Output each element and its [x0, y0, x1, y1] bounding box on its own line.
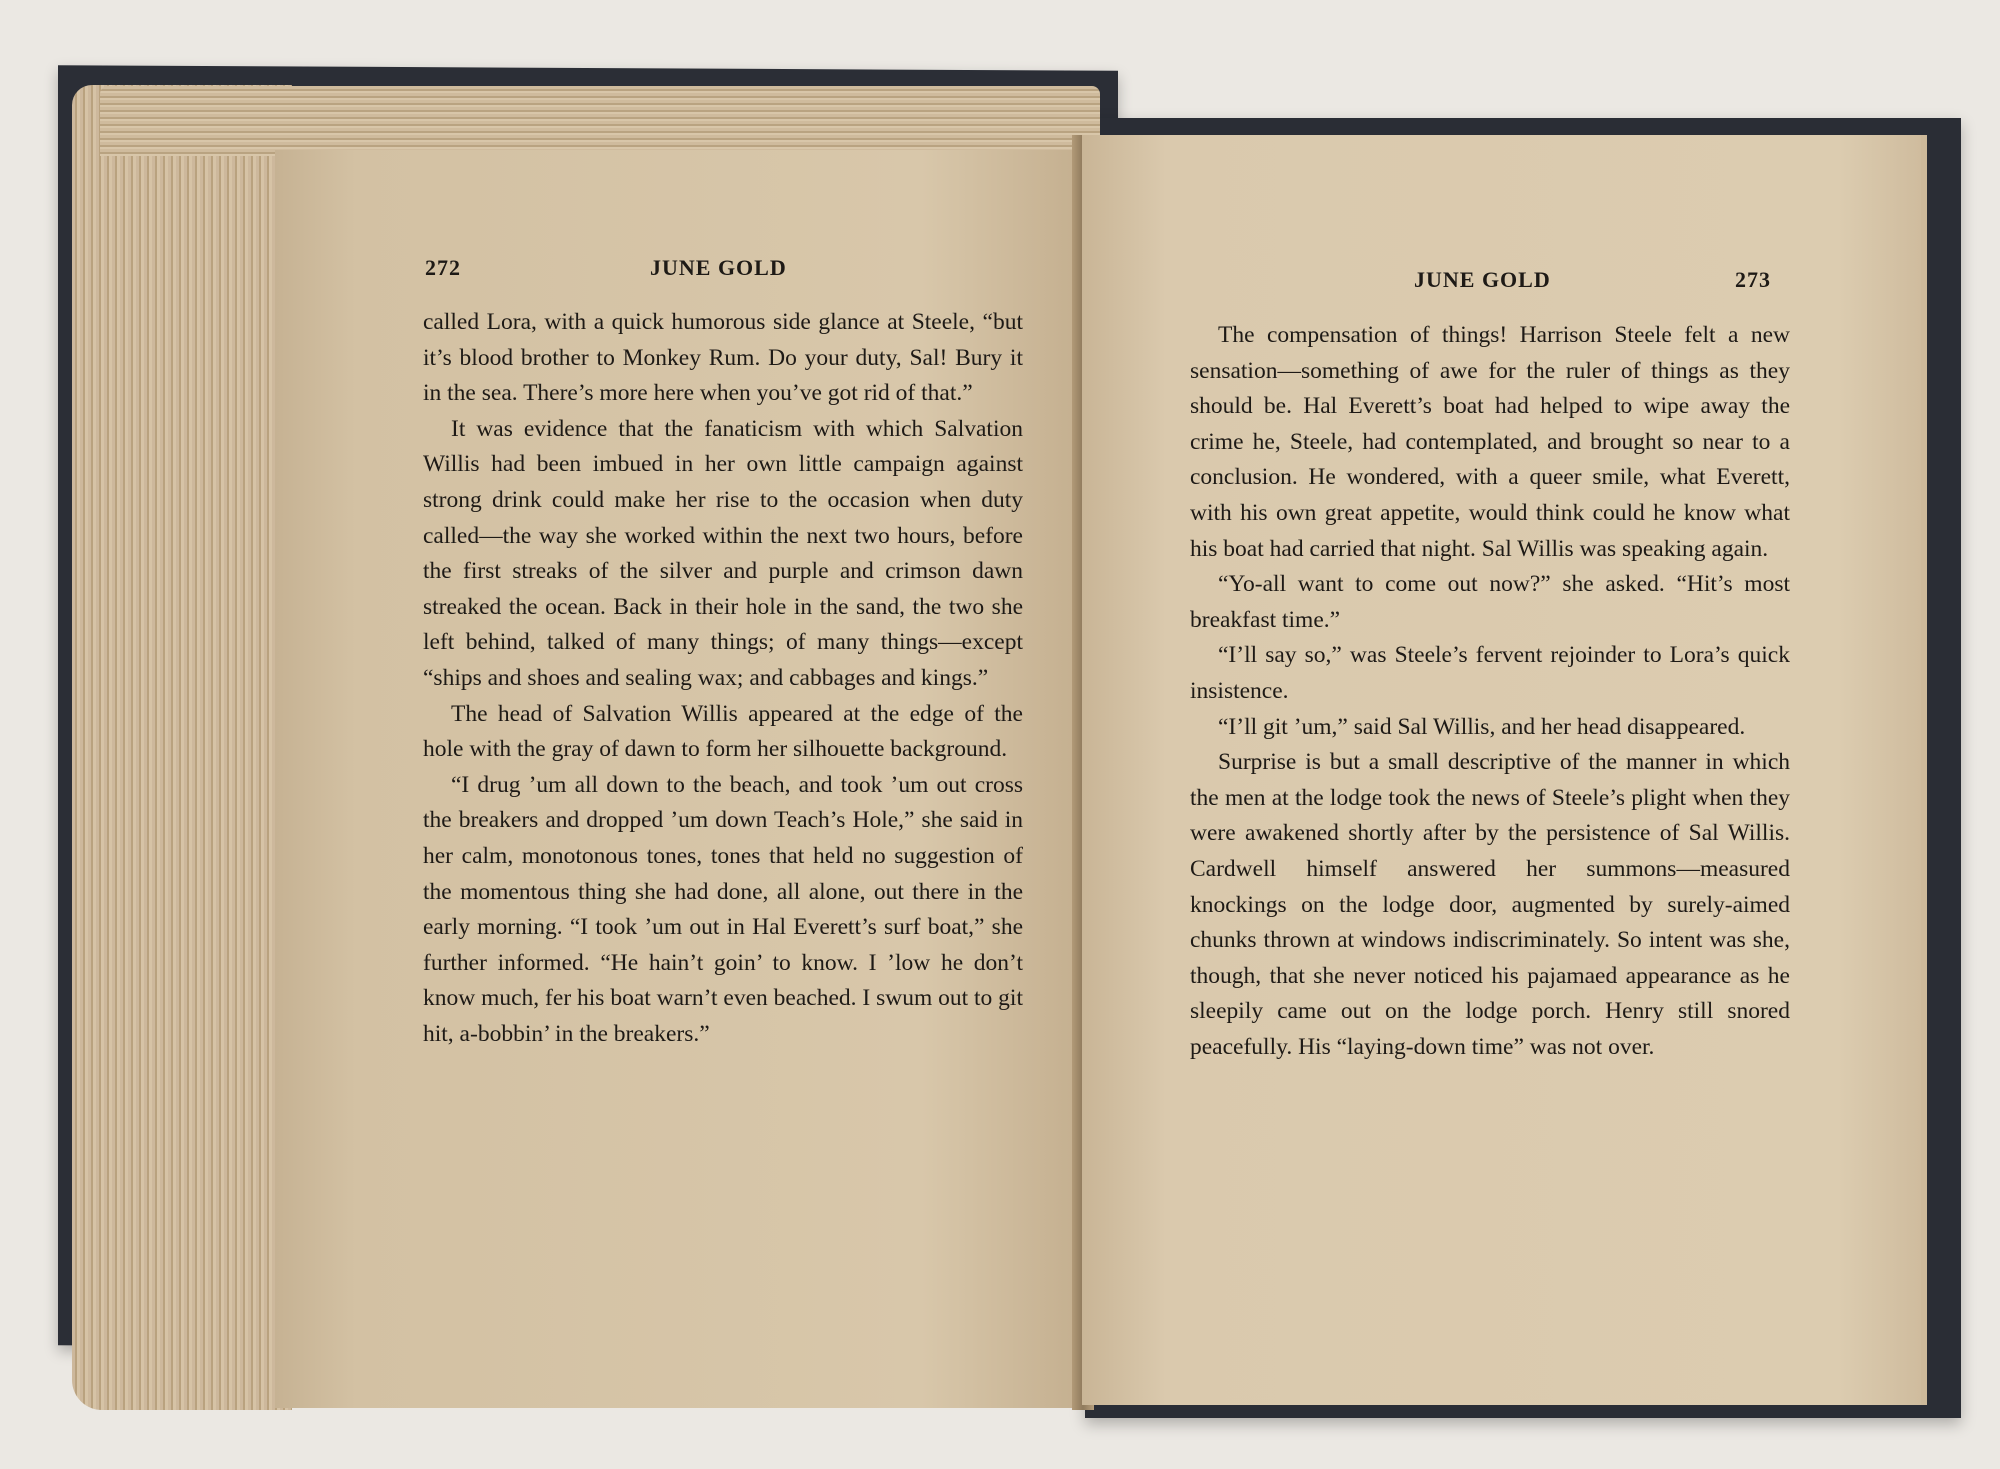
- paragraph: “I’ll git ’um,” said Sal Willis, and her head disappeared.: [1218, 713, 1746, 740]
- paragraph: called Lora, with a quick humorous side glance at Steele, “but it’s blood brother to Monkey Rum. Do your duty, Sal! Bury it in the sea. There’s more here when you’ve got rid of that.”: [423, 309, 1023, 407]
- page-number: 273: [1735, 267, 1771, 292]
- left-page: [275, 150, 1083, 1408]
- paragraph: “I drug ’um all down to the beach, and took ’um out cross the breakers and dropped ’um down Teach’s Hole,” she said in her calm, monotonous tones, tones that held no suggestion of the momentous thing she had done, all alone, out there in the early morning. “I took ’um out in Hal Everett’s surf boat,” she further informed. “He hain’t goin’ to know. I ’low he don’t know much, fer his boat warn’t even beached. I swum out to git hit, a-bobbin’ in the breakers.”: [423, 771, 1023, 1047]
- paragraph: It was evidence that the fanaticism with which Salvation Willis had been imbued in her own little campaign against strong drink could make her rise to the occasion when duty called—the way she worked within the next two hours, before the first streaks of the silver and purple and crimson dawn streaked the ocean. Back in their hole in the sand, the two she left behind, talked of many things; of many things—except “ships and shoes and sealing wax; and cabbages and kings.”: [423, 415, 1023, 691]
- right-page: [1082, 135, 1927, 1405]
- page-block-edge: [72, 85, 292, 1410]
- paragraph: The compensation of things! Harrison Steele felt a new sensation—something of awe for the ruler of things as they should be. Hal Everett’s boat had helped to wipe away the crime he, Steele, had contemplated, and brought so near to a conclusion. He wondered, with a queer smile, what Everett, with his own great appetite, would think could he know what his boat had carried that night. Sal Willis was speaking again.: [1190, 322, 1790, 562]
- paragraph: The head of Salvation Willis appeared at the edge of the hole with the gray of dawn to form her silhouette background.: [423, 700, 1023, 763]
- running-head: JUNE GOLD: [1414, 267, 1551, 292]
- page-body: [1190, 318, 1790, 1065]
- running-head: JUNE GOLD: [650, 255, 787, 280]
- paragraph: “Yo-all want to come out now?” she asked. “Hit’s most breakfast time.”: [1190, 571, 1790, 633]
- page-number: 272: [425, 255, 461, 280]
- paragraph: Surprise is but a small descriptive of the manner in which the men at the lodge took the news of Steele’s plight when they were awakened shortly after by the persistence of Sal Willis. Cardwell himself answered her summons—measured knockings on the lodge door, augmented by surely-aimed chunks thrown at windows indiscriminately. So intent was she, though, that she never noticed his pajamaed appearance as he sleepily came out on the lodge porch. Henry still snored peacefully. His “laying-down time” was not over.: [1190, 749, 1790, 1060]
- page-body: [423, 305, 1023, 1052]
- paragraph: “I’ll say so,” was Steele’s fervent rejoinder to Lora’s quick insistence.: [1190, 642, 1790, 704]
- page-block-top-edge: [100, 86, 1100, 156]
